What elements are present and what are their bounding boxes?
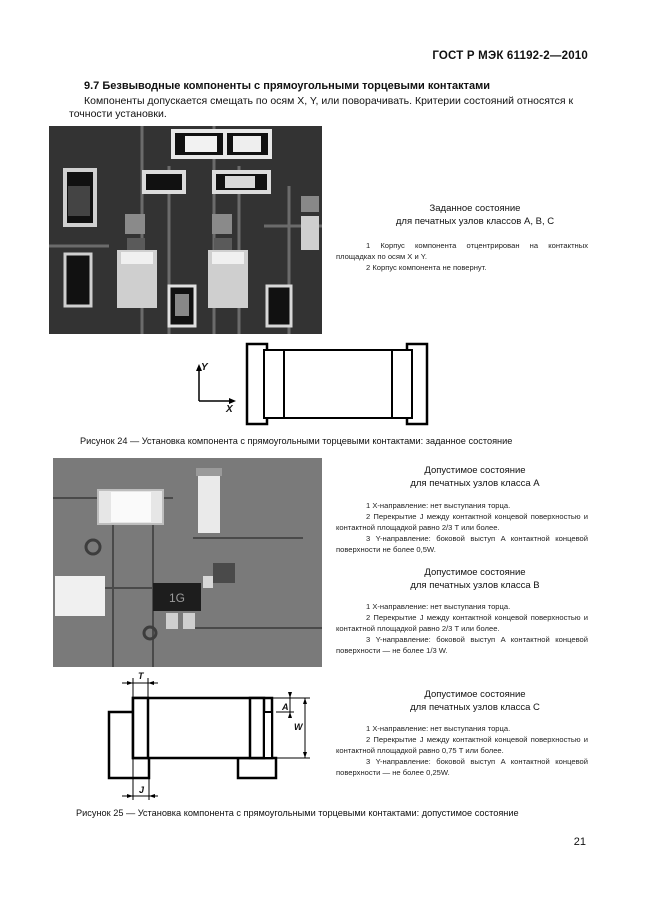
figure24-note-2: 2 Корпус компонента не повернут. [366, 263, 487, 272]
classA-block-title [370, 464, 580, 490]
document-header-code: ГОСТ Р МЭК 61192-2—2010 [432, 50, 588, 62]
figure24-title-line2: для печатных узлов классов А, В, С [395, 216, 555, 227]
page-number: 21 [573, 836, 586, 848]
classC-block-title [370, 688, 580, 714]
figure24-drawing [190, 340, 450, 430]
classB-notes [336, 601, 588, 656]
axis-y-label: Y [201, 362, 208, 373]
classC-notes [336, 723, 588, 778]
figure25-drawing [100, 672, 330, 804]
label-A: A [282, 702, 289, 712]
classB-note-2: 2 Перекрытие J между контактной концевой поверхностью и контактной площадкой равно 2/3 T или более. [336, 613, 588, 633]
classC-note-1: 1 X-направление: нет выступания торца. [366, 724, 511, 733]
figure25-photo-drawing [53, 458, 322, 667]
classA-note-1: 1 X-направление: нет выступания торца. [366, 501, 511, 510]
classB-note-1: 1 X-направление: нет выступания торца. [366, 602, 511, 611]
classA-title-line1: Допустимое состояние [424, 465, 526, 476]
figure24-title-line1: Заданное состояние [429, 203, 521, 214]
classA-note-3: 3 Y-направление: боковой выступ A контактной концевой поверхности не более 0,5W. [336, 534, 588, 554]
figure25-caption: Рисунок 25 — Установка компонента с прямоугольными торцевыми контактами: допустимое состояние [76, 808, 519, 818]
classC-note-2: 2 Перекрытие J между контактной концевой поверхностью и контактной площадкой равно 0,75 T или более. [336, 735, 588, 755]
axis-x-label: X [226, 404, 233, 415]
figure24-block-title [370, 202, 580, 228]
figure24-caption: Рисунок 24 — Установка компонента с прямоугольными торцевыми контактами: заданное состояние [80, 436, 513, 446]
classC-title-line1: Допустимое состояние [424, 689, 526, 700]
section-paragraph-line1: Компоненты допускается смещать по осям X, Y, или поворачивать. Критерии состояний относятся к [84, 95, 574, 107]
classB-title-line2: для печатных узлов класса В [410, 580, 540, 591]
figure24-note-1: 1 Корпус компонента отцентрирован на контактных площадках по осям X и Y. [336, 241, 588, 261]
section-paragraph-line2: точности установки. [69, 108, 167, 120]
classC-note-3: 3 Y-направление: боковой выступ A контактной концевой поверхности — не более 0,25W. [336, 757, 588, 777]
classC-title-line2: для печатных узлов класса С [410, 702, 540, 713]
classA-note-2: 2 Перекрытие J между контактной концевой поверхностью и контактной площадкой равно 2/3 T или более. [336, 512, 588, 532]
label-T: T [138, 671, 144, 681]
chip-marking: 1G [169, 591, 186, 605]
figure25-photo [53, 458, 322, 667]
label-W: W [294, 722, 303, 732]
classB-block-title [370, 566, 580, 592]
section-title: 9.7 Безвыводные компоненты с прямоугольными торцевыми контактами [84, 80, 490, 92]
figure24-notes [336, 240, 588, 273]
label-J: J [139, 785, 145, 795]
classB-note-3: 3 Y-направление: боковой выступ A контактной концевой поверхности — не более 1/3 W. [336, 635, 588, 655]
classA-title-line2: для печатных узлов класса А [410, 478, 540, 489]
classA-notes [336, 500, 588, 555]
classB-title-line1: Допустимое состояние [424, 567, 526, 578]
figure24-photo [49, 126, 322, 334]
figure24-photo-drawing [49, 126, 322, 334]
